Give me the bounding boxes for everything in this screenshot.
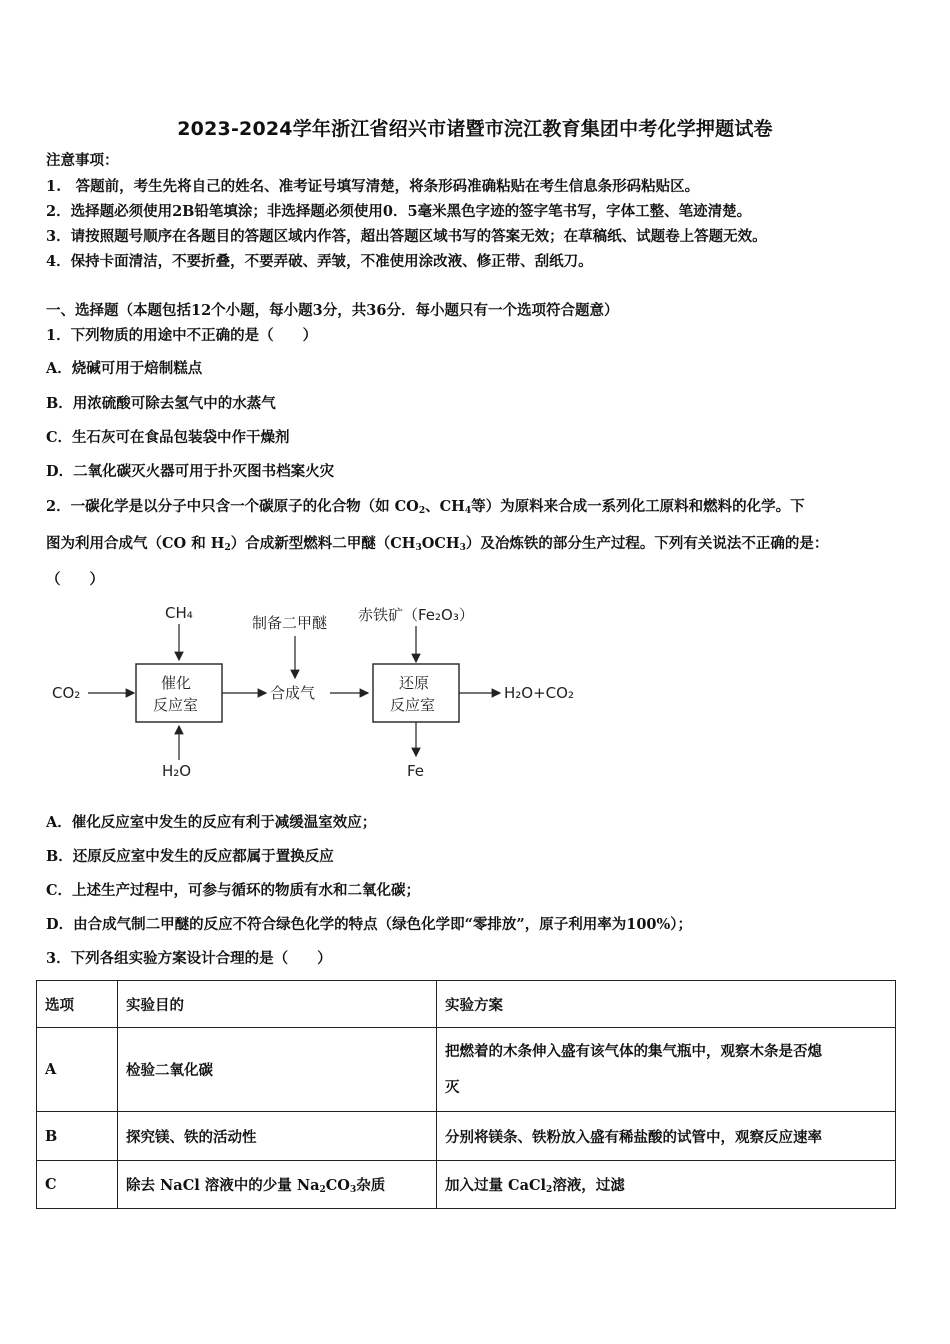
reduction-reactor-label: 反应室 [390,696,436,714]
header-cell: 实验目的 [118,981,437,1028]
co2-input-label: CO₂ [52,684,81,702]
table-header-row [37,981,896,1028]
q2-option-c: C．上述生产过程中，可参与循环的物质有水和二氧化碳； [46,882,421,899]
table-row [37,1028,896,1112]
question-1-stem: 1．下列物质的用途中不正确的是（ ） [46,327,318,344]
process-diagram [40,590,600,790]
option-cell: B [37,1112,118,1161]
plan-cell: 加入过量 CaCl$_2$溶液，过滤 [437,1161,896,1209]
q1-option-c: C．生石灰可在食品包装袋中作干燥剂 [46,429,290,446]
purpose-cell: 探究镁、铁的活动性 [118,1112,437,1161]
header-cell: 实验方案 [437,981,896,1028]
catalytic-reactor-label: 催化 [161,674,192,692]
experiment-table [36,980,896,1209]
q2-option-b: B．还原反应室中发生的反应都属于置换反应 [46,848,334,865]
syngas-label: 合成气 [270,684,316,702]
fe-label: Fe [407,762,425,780]
header-cell: 选项 [37,981,118,1028]
ch4-label: CH₄ [165,604,193,622]
purpose-cell: 除去 NaCl 溶液中的少量 $Na_2CO_3$杂质 [118,1161,437,1209]
purpose-cell: 检验二氧化碳 [118,1028,437,1112]
question-2-stem-line2: 图为利用合成气（CO 和 $H_2$）合成新型燃料二甲醚$(CH_3OCH_3)$及冶炼铁的部分生产过程。下列有关说法不正确的是： [46,535,829,553]
q2-option-d: D．由合成气制二甲醚的反应不符合绿色化学的特点（绿色化学即“零排放”，原子利用率为100%）； [46,916,693,933]
question-3-stem: 3．下列各组实验方案设计合理的是（ ） [46,950,332,967]
reduction-reactor-label: 还原 [399,674,430,692]
table-row [37,1112,896,1161]
notice-item: 4．保持卡面清洁，不要折叠，不要弄破、弄皱，不准使用涂改液、修正带、刮纸刀。 [46,253,593,270]
make-dme-label: 制备二甲醚 [252,614,328,632]
question-2-stem-line3: （ ） [46,571,104,588]
q1-option-d: D．二氧化碳灭火器可用于扑灭图书档案火灾 [46,463,335,480]
question-2-stem-line1: 2．一碳化学是以分子中只含一个碳原子的化合物（如 $CO_2$、$CH_4$等）为原料来合成一系列化工原料和燃料的化学。下 [46,498,805,516]
notice-item: 1. 答题前，考生先将自己的姓名、准考证号填写清楚，将条形码准确粘贴在考生信息条形码粘贴区。 [46,178,700,195]
section-heading: 一、选择题（本题包括12个小题，每小题3分，共36分．每小题只有一个选项符合题意） [46,302,619,319]
q1-option-a: A．烧碱可用于焙制糕点 [46,360,203,377]
q2-option-a: A．催化反应室中发生的反应有利于减缓温室效应； [46,814,377,831]
catalytic-reactor-label: 反应室 [153,696,199,714]
option-cell: A [37,1028,118,1112]
option-cell: C [37,1161,118,1209]
plan-cell: 把燃着的木条伸入盛有该气体的集气瓶中，观察木条是否熄 灭 [437,1028,896,1112]
hematite-label: 赤铁矿（Fe₂O₃） [358,606,474,624]
notice-heading: 注意事项： [46,152,119,169]
page-title: 2023-2024学年浙江省绍兴市诸暨市浣江教育集团中考化学押题试卷 [177,118,773,140]
h2o-label: H₂O [162,762,192,780]
plan-cell: 分别将镁条、铁粉放入盛有稀盐酸的试管中，观察反应速率 [437,1112,896,1161]
notice-item: 2．选择题必须使用2B铅笔填涂；非选择题必须使用0．5毫米黑色字迹的签字笔书写，字体工整、笔迹清楚。 [46,203,752,220]
q1-option-b: B．用浓硫酸可除去氢气中的水蒸气 [46,395,276,412]
table-row [37,1161,896,1209]
notice-item: 3．请按照题号顺序在各题目的答题区域内作答，超出答题区域书写的答案无效；在草稿纸、试题卷上答题无效。 [46,228,767,245]
output-label: H₂O+CO₂ [504,684,574,702]
